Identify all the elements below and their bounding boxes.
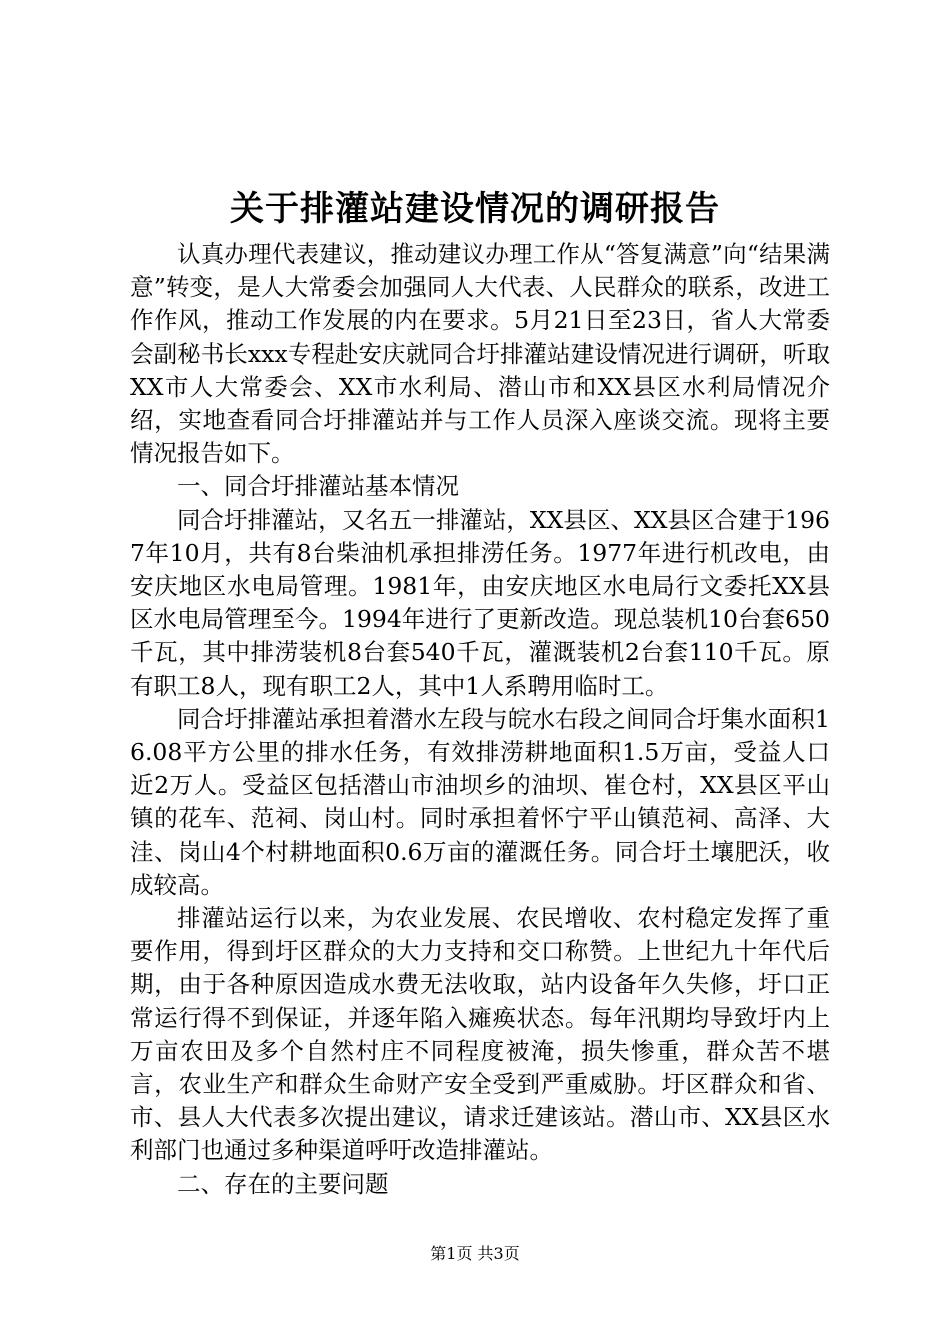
paragraph-drainage-tasks: 同合圩排灌站承担着潜水左段与皖水右段之间同合圩集水面积16.08平方公里的排水任务，有效排涝耕地面积1.5万亩，受益人口近2万人。受益区包括潜山市油坝乡的油坝、崔仓村，XX县区平山镇的花车、范祠、岗山村。同时承担着怀宁平山镇范祠、高泽、大洼、岗山4个村耕地面积0.6万亩的灌溉任务。同合圩土壤肥沃，收成较高。 [130, 704, 830, 899]
page-number-footer: 第1页 共3页 [430, 1244, 520, 1263]
section-heading-2: 二、存在的主要问题 [177, 1169, 389, 1198]
paragraph-intro: 认真办理代表建议，推动建议办理工作从“答复满意”向“结果满意”转变，是人大常委会加强同人大代表、人民群众的联系，改进工作作风，推动工作发展的内在要求。5月21日至23日，省人大常委会副秘书长xxx专程赴安庆就同合圩排灌站建设情况进行调研，听取XX市人大常委会、XX市水利局、潜山市和XX县区水利局情况介绍，实地查看同合圩排灌站并与工作人员深入座谈交流。现将主要情况报告如下。 [130, 240, 830, 468]
paragraph-operation-history: 排灌站运行以来，为农业发展、农民增收、农村稳定发挥了重要作用，得到圩区群众的大力支持和交口称赞。上世纪九十年代后期，由于各种原因造成水费无法收取，站内设备年久失修，圩口正常运行得不到保证，并逐年陷入瘫痪状态。每年汛期均导致圩内上万亩农田及多个自然村庄不同程度被淹，损失惨重，群众苦不堪言，农业生产和群众生命财产安全受到严重威胁。圩区群众和省、市、县人大代表多次提出建议，请求迁建该站。潜山市、XX县区水利部门也通过多种渠道呼吁改造排灌站。 [130, 904, 830, 1165]
document-body [130, 238, 830, 1201]
document-title: 关于排灌站建设情况的调研报告 [230, 189, 720, 229]
section-heading-1: 一、同合圩排灌站基本情况 [177, 472, 459, 501]
paragraph-basic-info: 同合圩排灌站，又名五一排灌站，XX县区、XX县区合建于1967年10月，共有8台柴油机承担排涝任务。1977年进行机改电，由安庆地区水电局管理。1981年，由安庆地区水电局行文委托XX县区水电局管理至今。1994年进行了更新改造。现总装机10台套650千瓦，其中排涝装机8台套540千瓦，灌溉装机2台套110千瓦。原有职工8人，现有职工2人，其中1人系聘用临时工。 [130, 505, 830, 700]
